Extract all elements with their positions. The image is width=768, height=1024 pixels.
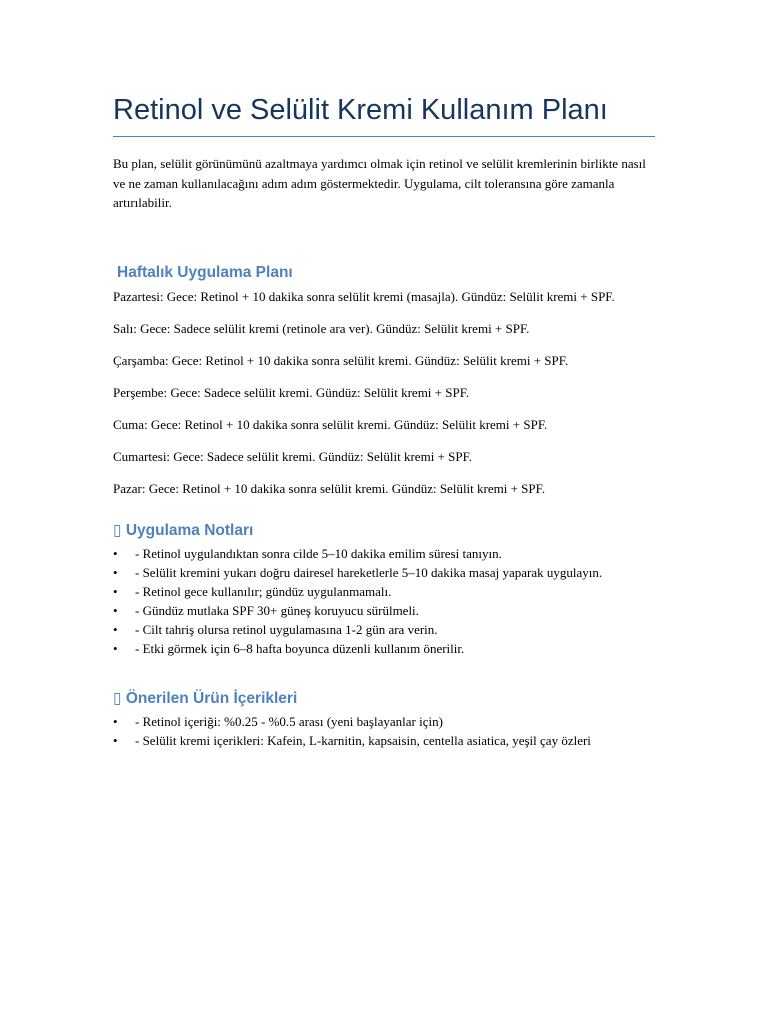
ingredients-list [113, 712, 655, 750]
list-item [113, 563, 655, 582]
day-wednesday: Çarşamba: Gece: Retinol + 10 dakika sonra selülit kremi. Gündüz: Selülit kremi + SPF. [113, 352, 569, 368]
ingredients-heading [113, 688, 655, 709]
list-item [113, 712, 655, 731]
list-item [113, 544, 655, 563]
list-item [113, 731, 655, 750]
day-monday: Pazartesi: Gece: Retinol + 10 dakika sonra selülit kremi (masajla). Gündüz: Selülit kremi + SPF. [113, 288, 615, 304]
bullet: • [113, 564, 118, 580]
missing-glyph-icon: ▯ [113, 688, 122, 707]
missing-glyph-icon: ▯ [113, 520, 122, 539]
day-saturday: Cumartesi: Gece: Sadece selülit kremi. Gündüz: Selülit kremi + SPF. [113, 448, 473, 464]
notes-heading [113, 520, 655, 541]
list-item [113, 639, 655, 658]
notes-heading-text: Uygulama Notları [125, 521, 254, 539]
ingredients-heading-text: Önerilen Ürün İçerikleri [125, 689, 298, 707]
list-item-text: - Selülit kremini yukarı doğru dairesel hareketlerle 5–10 dakika masaj yaparak uygulayın. [135, 564, 603, 580]
document-title: Retinol ve Selülit Kremi Kullanım Planı [113, 92, 655, 137]
list-item-text: - Retinol gece kullanılır; gündüz uygulanmamalı. [135, 583, 392, 599]
list-item-text: - Cilt tahriş olursa retinol uygulamasına 1-2 gün ara verin. [135, 621, 438, 637]
bullet: • [113, 583, 118, 599]
day-tuesday: Salı: Gece: Sadece selülit kremi (retinole ara ver). Gündüz: Selülit kremi + SPF. [113, 320, 530, 336]
list-item-text: - Etki görmek için 6–8 hafta boyunca düzenli kullanım önerilir. [135, 640, 465, 656]
day-thursday: Perşembe: Gece: Sadece selülit kremi. Gündüz: Selülit kremi + SPF. [113, 384, 470, 400]
document-page [113, 92, 655, 750]
bullet: • [113, 545, 118, 561]
list-item-text: - Selülit kremi içerikleri: Kafein, L-karnitin, kapsaisin, centella asiatica, yeşil çay özleri [135, 732, 591, 748]
bullet: • [113, 602, 118, 618]
list-item-text: - Retinol içeriği: %0.25 - %0.5 arası (yeni başlayanlar için) [135, 713, 443, 729]
day-sunday: Pazar: Gece: Retinol + 10 dakika sonra selülit kremi. Gündüz: Selülit kremi + SPF. [113, 480, 546, 496]
list-item-text: - Retinol uygulandıktan sonra cilde 5–10 dakika emilim süresi tanıyın. [135, 545, 502, 561]
day-friday: Cuma: Gece: Retinol + 10 dakika sonra selülit kremi. Gündüz: Selülit kremi + SPF. [113, 416, 548, 432]
list-item [113, 601, 655, 620]
notes-list [113, 544, 655, 658]
bullet: • [113, 713, 118, 729]
list-item [113, 620, 655, 639]
bullet: • [113, 640, 118, 656]
intro-paragraph: Bu plan, selülit görünümünü azaltmaya yardımcı olmak için retinol ve selülit kremlerinin birlikte nasıl ve ne zaman kullanılacağını adım adım göstermektedir. Uygulama, cilt toleransına göre zamanla artırılabilir. [113, 156, 646, 210]
bullet: • [113, 621, 118, 637]
bullet: • [113, 732, 118, 748]
list-item [113, 582, 655, 601]
weekly-plan-heading: Haftalık Uygulama Planı [117, 263, 293, 281]
list-item-text: - Gündüz mutlaka SPF 30+ güneş koruyucu sürülmeli. [135, 602, 419, 618]
